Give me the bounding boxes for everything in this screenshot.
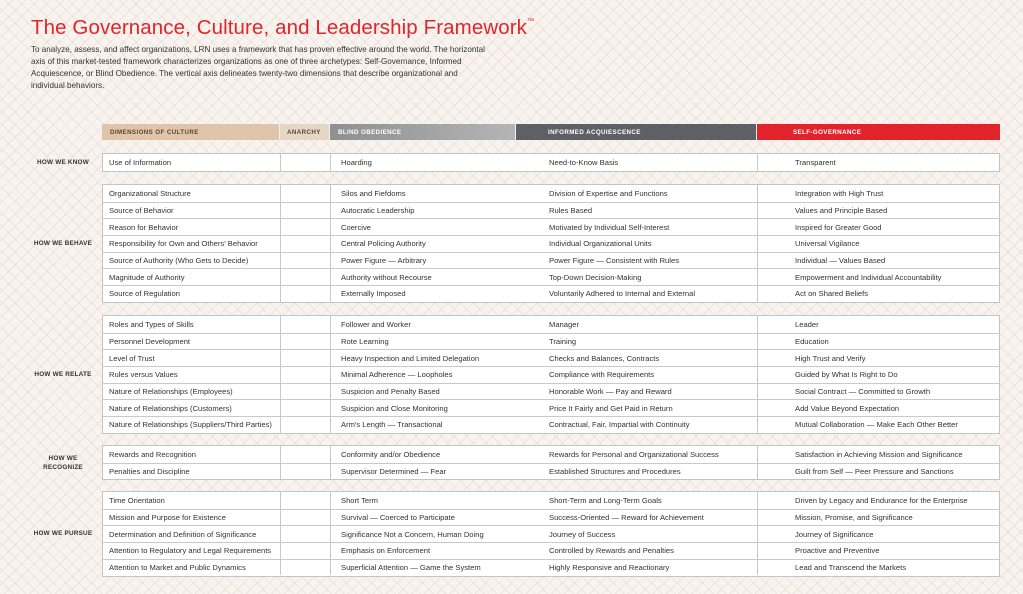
blind-obedience-cell: Coercive [341, 222, 371, 232]
anarchy-cell [280, 526, 331, 542]
blind-obedience-cell: Power Figure — Arbitrary [341, 256, 427, 266]
self-governance-cell: Add Value Beyond Expectation [757, 400, 999, 416]
table-row [103, 268, 999, 285]
header-dimensions-of-culture: DIMENSIONS OF CULTURE [102, 124, 279, 140]
blind-obedience-cell: Authority without Recourse [341, 272, 432, 282]
dimension-cell: Nature of Relationships (Customers) [109, 403, 232, 413]
dimension-cell: Nature of Relationships (Suppliers/Third Parties) [109, 420, 272, 430]
anarchy-cell [280, 367, 331, 383]
informed-acquiescence-cell: Established Structures and Procedures [517, 464, 757, 480]
self-governance-cell: Driven by Legacy and Endurance for the Enterprise [757, 492, 999, 509]
table-row [103, 399, 999, 416]
dimension-cell: Responsibility for Own and Others' Behavior [109, 239, 258, 249]
informed-acquiescence-cell: Contractual, Fair, Impartial with Continuity [517, 417, 757, 433]
informed-acquiescence-cell: Training [517, 334, 757, 350]
informed-acquiescence-cell: Voluntarily Adhered to Internal and External [517, 286, 757, 302]
table-row [103, 185, 999, 202]
table-row [103, 235, 999, 252]
group-label: HOW WE RECOGNIZE [43, 454, 83, 471]
self-governance-cell: Social Contract — Committed to Growth [757, 384, 999, 400]
informed-acquiescence-cell: Need-to-Know Basis [517, 154, 757, 171]
dimension-cell: Attention to Regulatory and Legal Requirements [109, 546, 272, 556]
self-governance-cell: Education [757, 334, 999, 350]
anarchy-cell [280, 492, 331, 509]
dimension-cell: Mission and Purpose for Existence [109, 513, 226, 523]
group-how-we-pursue [102, 491, 1000, 577]
anarchy-cell [280, 543, 331, 559]
anarchy-cell [280, 464, 331, 480]
informed-acquiescence-cell: Success-Oriented — Reward for Achievement [517, 510, 757, 526]
header-informed-acquiescence: INFORMED ACQUIESCENCE [516, 124, 756, 140]
header-self-governance: SELF-GOVERNANCE [757, 124, 1000, 140]
dimension-cell: Penalties and Discipline [109, 467, 190, 477]
table-row [103, 285, 999, 302]
table-row [103, 349, 999, 366]
blind-obedience-cell: Conformity and/or Obedience [341, 449, 441, 459]
blind-obedience-cell: Arm's Length — Transactional [341, 420, 443, 430]
anarchy-cell [280, 269, 331, 285]
group-label: HOW WE BEHAVE [33, 239, 93, 247]
self-governance-cell: Satisfaction in Achieving Mission and Significance [757, 446, 999, 463]
dimension-cell: Time Orientation [109, 495, 165, 505]
table-row [103, 416, 999, 433]
group-label: HOW WE PURSUE [33, 530, 93, 538]
blind-obedience-cell: Suspicion and Close Monitoring [341, 403, 448, 413]
blind-obedience-cell: Significance Not a Concern, Human Doing [341, 529, 484, 539]
anarchy-cell [280, 334, 331, 350]
dimension-cell: Nature of Relationships (Employees) [109, 387, 233, 397]
informed-acquiescence-cell: Journey of Success [517, 526, 757, 542]
informed-acquiescence-cell: Top-Down Decision-Making [517, 269, 757, 285]
anarchy-cell [280, 185, 331, 202]
informed-acquiescence-cell: Compliance with Requirements [517, 367, 757, 383]
blind-obedience-cell: Heavy Inspection and Limited Delegation [341, 353, 480, 363]
table-row [103, 333, 999, 350]
self-governance-cell: Individual — Values Based [757, 253, 999, 269]
informed-acquiescence-cell: Highly Responsive and Reactionary [517, 560, 757, 576]
informed-acquiescence-cell: Power Figure — Consistent with Rules [517, 253, 757, 269]
table-row [103, 463, 999, 480]
blind-obedience-cell: Rote Learning [341, 337, 389, 347]
anarchy-cell [280, 219, 331, 235]
dimension-cell: Source of Behavior [109, 206, 174, 216]
anarchy-cell [280, 560, 331, 576]
header-blind-obedience: BLIND OBEDIENCE [330, 124, 515, 140]
page-title: The Governance, Culture, and Leadership Framework™ [31, 16, 535, 39]
trademark-mark: ™ [527, 18, 535, 25]
informed-acquiescence-cell: Honorable Work — Pay and Reward [517, 384, 757, 400]
dimension-cell: Source of Regulation [109, 289, 180, 299]
informed-acquiescence-cell: Division of Expertise and Functions [517, 185, 757, 202]
dimension-cell: Organizational Structure [109, 188, 191, 198]
self-governance-cell: Universal Vigilance [757, 236, 999, 252]
anarchy-cell [280, 154, 331, 171]
self-governance-cell: Proactive and Preventive [757, 543, 999, 559]
blind-obedience-cell: Autocratic Leadership [341, 206, 415, 216]
group-label: HOW WE KNOW [37, 158, 89, 166]
group-how-we-behave [102, 184, 1000, 303]
informed-acquiescence-cell: Price It Fairly and Get Paid in Return [517, 400, 757, 416]
table-row [103, 559, 999, 576]
dimension-cell: Use of Information [109, 157, 172, 167]
dimension-cell: Attention to Market and Public Dynamics [109, 563, 246, 573]
blind-obedience-cell: Minimal Adherence — Loopholes [341, 370, 453, 380]
blind-obedience-cell: Hoarding [341, 157, 372, 167]
table-row [103, 366, 999, 383]
table-row [103, 154, 999, 171]
table-row [103, 383, 999, 400]
group-how-we-know [102, 153, 1000, 172]
blind-obedience-cell: Silos and Fiefdoms [341, 188, 406, 198]
dimension-cell: Source of Authority (Who Gets to Decide) [109, 256, 249, 266]
anarchy-cell [280, 400, 331, 416]
informed-acquiescence-cell: Manager [517, 316, 757, 333]
anarchy-cell [280, 446, 331, 463]
anarchy-cell [280, 316, 331, 333]
self-governance-cell: Lead and Transcend the Markets [757, 560, 999, 576]
dimension-cell: Rewards and Recognition [109, 449, 196, 459]
self-governance-cell: Guided by What Is Right to Do [757, 367, 999, 383]
anarchy-cell [280, 510, 331, 526]
self-governance-cell: Act on Shared Beliefs [757, 286, 999, 302]
dimension-cell: Roles and Types of Skills [109, 319, 194, 329]
self-governance-cell: Guilt from Self — Peer Pressure and Sanctions [757, 464, 999, 480]
self-governance-cell: Mission, Promise, and Significance [757, 510, 999, 526]
informed-acquiescence-cell: Motivated by Individual Self-Interest [517, 219, 757, 235]
anarchy-cell [280, 384, 331, 400]
table-row [103, 542, 999, 559]
anarchy-cell [280, 417, 331, 433]
self-governance-cell: Integration with High Trust [757, 185, 999, 202]
anarchy-cell [280, 203, 331, 219]
blind-obedience-cell: Emphasis on Enforcement [341, 546, 431, 556]
table-row [103, 218, 999, 235]
self-governance-cell: Values and Principle Based [757, 203, 999, 219]
table-row [103, 525, 999, 542]
blind-obedience-cell: Follower and Worker [341, 319, 411, 329]
blind-obedience-cell: Survival — Coerced to Participate [341, 513, 455, 523]
group-label: HOW WE RELATE [34, 370, 92, 378]
table-row [103, 492, 999, 509]
self-governance-cell: Mutual Collaboration — Make Each Other Better [757, 417, 999, 433]
table-row [103, 316, 999, 333]
informed-acquiescence-cell: Rewards for Personal and Organizational Success [517, 446, 757, 463]
group-how-we-recognize [102, 445, 1000, 480]
group-how-we-relate [102, 315, 1000, 434]
blind-obedience-cell: Central Policing Authority [341, 239, 426, 249]
self-governance-cell: High Trust and Verify [757, 350, 999, 366]
intro-paragraph: To analyze, assess, and affect organizations, LRN uses a framework that has proven effective around the world. The horizontal axis of this market-tested framework characterizes organizations as one of three archetypes: Self-Governance, Informed Acquiescence, or Blind Obedience. The vertical axis delineates twenty-two dimensions that describe organizational and individual behaviors. [31, 45, 485, 90]
table-row [103, 446, 999, 463]
informed-acquiescence-cell: Individual Organizational Units [517, 236, 757, 252]
dimension-cell: Determination and Definition of Significance [109, 529, 257, 539]
self-governance-cell: Inspired for Greater Good [757, 219, 999, 235]
informed-acquiescence-cell: Checks and Balances, Contracts [517, 350, 757, 366]
self-governance-cell: Leader [757, 316, 999, 333]
blind-obedience-cell: Suspicion and Penalty Based [341, 387, 440, 397]
dimension-cell: Magnitude of Authority [109, 272, 185, 282]
anarchy-cell [280, 286, 331, 302]
informed-acquiescence-cell: Short-Term and Long-Term Goals [517, 492, 757, 509]
table-row [103, 509, 999, 526]
table-row [103, 202, 999, 219]
anarchy-cell [280, 350, 331, 366]
dimension-cell: Rules versus Values [109, 370, 178, 380]
informed-acquiescence-cell: Controlled by Rewards and Penalties [517, 543, 757, 559]
self-governance-cell: Empowerment and Individual Accountability [757, 269, 999, 285]
blind-obedience-cell: Superficial Attention — Game the System [341, 563, 481, 573]
dimension-cell: Level of Trust [109, 353, 155, 363]
anarchy-cell [280, 253, 331, 269]
informed-acquiescence-cell: Rules Based [517, 203, 757, 219]
blind-obedience-cell: Externally Imposed [341, 289, 406, 299]
header-anarchy: ANARCHY [280, 124, 329, 140]
anarchy-cell [280, 236, 331, 252]
table-row [103, 252, 999, 269]
blind-obedience-cell: Short Term [341, 495, 378, 505]
dimension-cell: Reason for Behavior [109, 222, 179, 232]
blind-obedience-cell: Supervisor Determined — Fear [341, 467, 447, 477]
self-governance-cell: Journey of Significance [757, 526, 999, 542]
self-governance-cell: Transparent [757, 154, 999, 171]
dimension-cell: Personnel Development [109, 337, 191, 347]
